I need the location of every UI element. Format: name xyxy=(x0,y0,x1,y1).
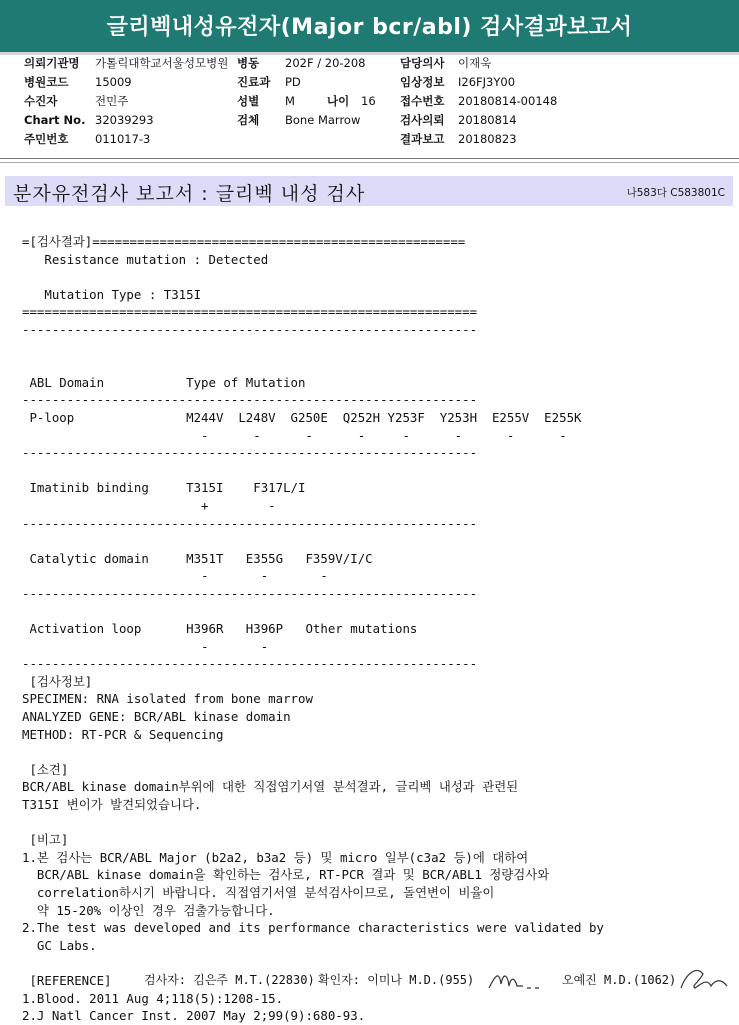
report-line: ------------------------------------------------------------- xyxy=(22,392,478,408)
info-label: 결과보고 xyxy=(400,132,445,146)
report-line xyxy=(22,462,604,480)
report-line: [소견] xyxy=(22,761,69,777)
report-line: 1.Blood. 2011 Aug 4;118(5):1208-15. xyxy=(22,990,284,1006)
signature-line xyxy=(0,966,739,994)
report-line: ------------------------------------------------------------- xyxy=(22,585,478,601)
info-value: 011017-3 xyxy=(95,132,151,146)
report-line xyxy=(22,268,604,286)
info-label: 수진자 xyxy=(24,94,58,108)
info-value: PD xyxy=(285,75,301,89)
report-line: SPECIMEN: RNA isolated from bone marrow xyxy=(22,691,313,707)
info-label: 임상정보 xyxy=(400,75,445,89)
report-line: 약 15-20% 이상인 경우 검출가능합니다. xyxy=(22,902,275,918)
header-divider xyxy=(0,158,739,159)
report-line: [검사정보] xyxy=(22,673,93,689)
report-line: GC Labs. xyxy=(22,937,97,953)
report-line: [REFERENCE] xyxy=(22,972,112,988)
report-line: correlation하시기 바랍니다. 직접염기서열 분석검사이므로, 돌연변이 비율이 xyxy=(22,884,495,900)
examiner-signature: 검사자: 김은주 M.T.(22830) xyxy=(144,973,315,987)
patient-info xyxy=(0,54,739,150)
report-line: + - xyxy=(22,497,276,513)
info-label: 병원코드 xyxy=(24,75,69,89)
report-line: 1.본 검사는 BCR/ABL Major (b2a2, b3a2 등) 및 micro 일부(c3a2 등)에 대하여 xyxy=(22,849,529,865)
confirmer-signature: 확인자: 이미나 M.D.(955) xyxy=(318,973,475,987)
signature-scribble xyxy=(487,966,547,992)
report-line xyxy=(22,356,604,374)
report-code: 나583다 C583801C xyxy=(626,187,725,199)
info-label: 성별 xyxy=(237,94,260,108)
report-line xyxy=(22,814,604,832)
report-line: BCR/ABL kinase domain을 확인하는 검사로, RT-PCR 결과 및 BCR/ABL1 정량검사와 xyxy=(22,867,550,883)
info-value: Bone Marrow xyxy=(285,113,361,127)
age-value: 16 xyxy=(361,94,376,108)
info-label: 의뢰기관명 xyxy=(24,56,80,70)
report-line: Imatinib binding T315I F317L/I xyxy=(22,480,306,496)
report-line: METHOD: RT-PCR & Sequencing xyxy=(22,726,224,742)
doctor-signature: 오예진 M.D.(1062) xyxy=(562,973,677,987)
report-line xyxy=(22,339,604,357)
report-line: ABL Domain Type of Mutation xyxy=(22,374,306,390)
report-line: ------------------------------------------------------------- xyxy=(22,445,478,461)
info-value: 20180814-00148 xyxy=(458,94,558,108)
report-title-bar xyxy=(5,176,733,206)
report-title: 분자유전검사 보고서 : 글리벡 내성 검사 xyxy=(13,183,366,205)
info-label: 접수번호 xyxy=(400,94,445,108)
report-line: Activation loop H396R H396P Other mutations xyxy=(22,621,418,637)
report-line xyxy=(22,602,604,620)
report-line: 2.J Natl Cancer Inst. 2007 May 2;99(9):680-93. xyxy=(22,1008,366,1024)
report-body xyxy=(22,233,604,1025)
report-line: ------------------------------------------------------------- xyxy=(22,321,478,337)
report-line: - - - xyxy=(22,568,328,584)
info-label: 주민번호 xyxy=(24,132,69,146)
info-value: M xyxy=(285,94,295,108)
report-line: ANALYZED GENE: BCR/ABL kinase domain xyxy=(22,709,291,725)
signature-scribble xyxy=(677,964,737,992)
report-line: ============================================================= xyxy=(22,304,478,320)
info-value: 15009 xyxy=(95,75,132,89)
report-line: Catalytic domain M351T E355G F359V/I/C xyxy=(22,550,373,566)
report-line: Mutation Type : T315I xyxy=(22,286,202,302)
report-line: 2.The test was developed and its performance characteristics were validated by xyxy=(22,920,604,936)
report-line: ------------------------------------------------------------- xyxy=(22,515,478,531)
info-label: 검사의뢰 xyxy=(400,113,445,127)
info-value: 20180814 xyxy=(458,113,517,127)
info-label: 검체 xyxy=(237,113,260,127)
info-value: 전민주 xyxy=(95,94,129,108)
info-label: 병동 xyxy=(237,56,260,70)
age-label: 나이 xyxy=(327,94,350,108)
info-value: 이재욱 xyxy=(458,56,492,70)
info-value: 20180823 xyxy=(458,132,517,146)
info-label: 담당의사 xyxy=(400,56,445,70)
info-label: Chart No. xyxy=(24,113,86,127)
info-value: 가톨릭대학교서울성모병원 xyxy=(95,56,229,70)
report-line: BCR/ABL kinase domain부위에 대한 직접염기서열 분석결과, 글리벡 내성과 관련된 xyxy=(22,779,519,795)
info-value: 202F / 20-208 xyxy=(285,56,366,70)
report-line xyxy=(22,743,604,761)
report-line: T315I 변이가 발견되었습니다. xyxy=(22,797,202,812)
report-line: =[검사결과]================================================== xyxy=(22,234,466,249)
header-divider xyxy=(0,162,739,163)
info-value: 32039293 xyxy=(95,113,154,127)
report-line: P-loop M244V L248V G250E Q252H Y253F Y253H E255V E255K xyxy=(22,409,582,425)
info-label: 진료과 xyxy=(237,75,271,89)
report-main-title: 글리벡내성유전자(Major bcr/abl) 검사결과보고서 xyxy=(106,15,633,40)
report-line: [비고] xyxy=(22,832,69,848)
report-line: ------------------------------------------------------------- xyxy=(22,656,478,672)
report-line xyxy=(22,532,604,550)
info-value: I26FJ3Y00 xyxy=(458,75,516,89)
report-line: - - - - - - - - xyxy=(22,427,567,443)
title-bar xyxy=(0,0,739,55)
report-line: Resistance mutation : Detected xyxy=(22,251,269,267)
report-line: - - xyxy=(22,638,269,654)
